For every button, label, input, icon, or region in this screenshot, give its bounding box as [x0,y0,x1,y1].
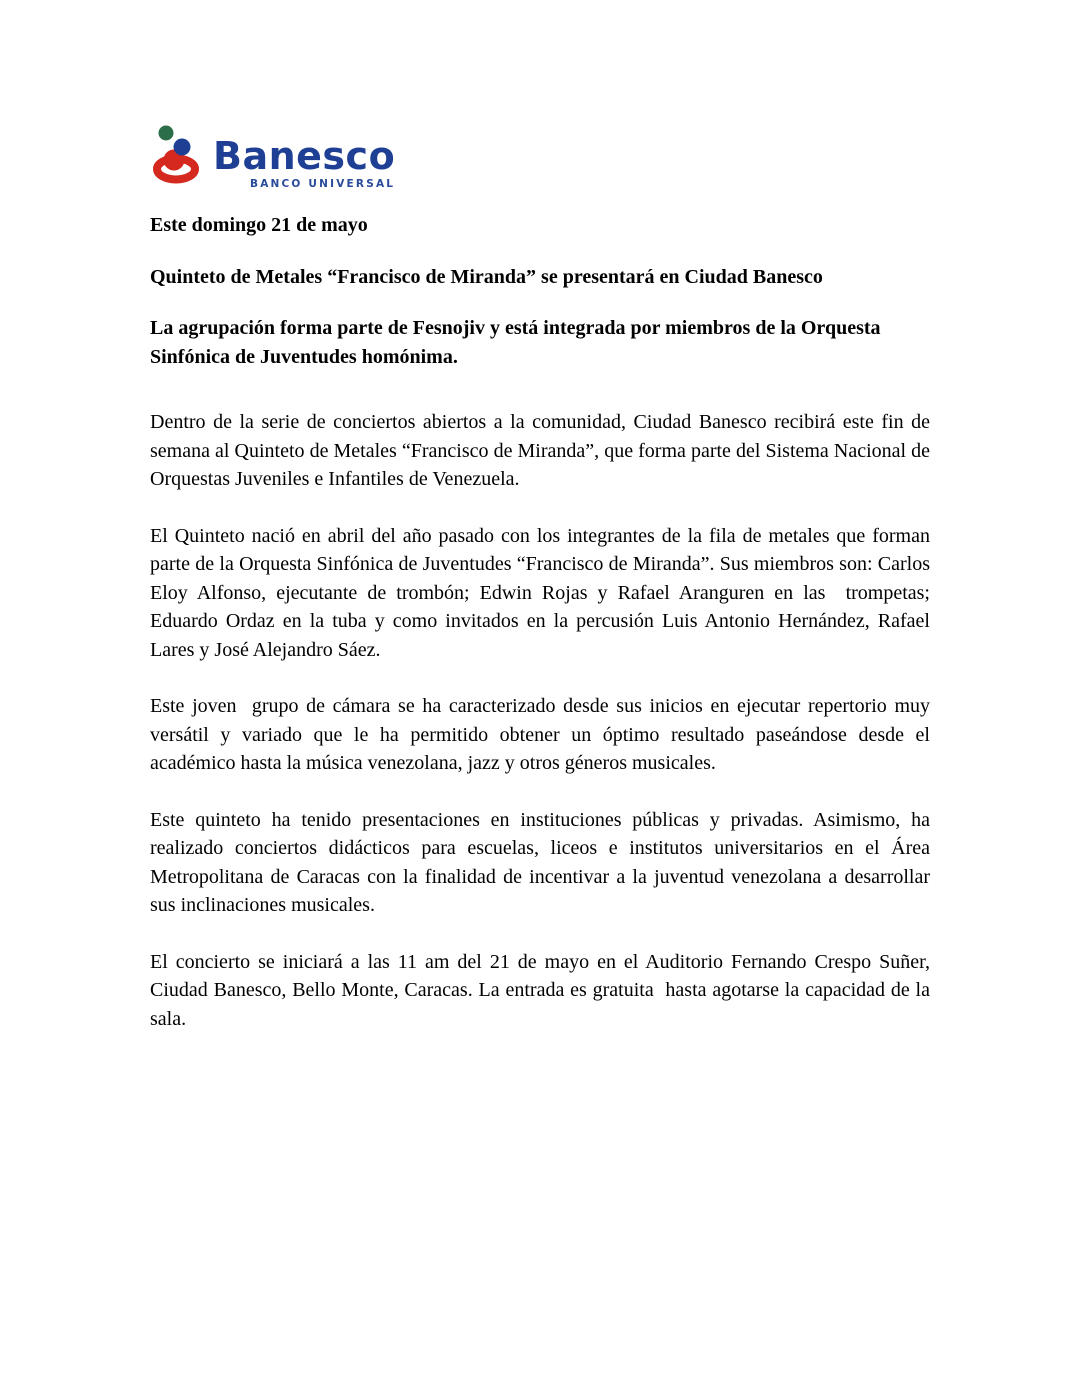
body-paragraph: Este joven grupo de cámara se ha caracterizado desde sus inicios en ejecutar repertorio muy versátil y variado que le ha permitido obtener un óptimo resultado paseándose desde el académico hasta la música venezolana, jazz y otros géneros musicales. [150,695,930,774]
banesco-logo [150,124,930,190]
heading-date: Este domingo 21 de mayo [150,214,368,236]
banesco-rings-icon [150,124,204,186]
heading-title: Quinteto de Metales “Francisco de Miranda” se presentará en Ciudad Banesco [150,265,823,288]
logo-brand-text: Banesco [213,134,396,178]
body-paragraph: El Quinteto nació en abril del año pasado con los integrantes de la fila de metales que forman parte de la Orquesta Sinfónica de Juventudes “Francisco de Miranda”. Sus miembros son: Carlos Eloy Alfonso, ejecutante de trombón; Edwin Rojas y Rafael Aranguren en las trompetas; Eduardo Ordaz en la tuba y como invitados en la percusión Luis Antonio Hernández, Rafael Lares y José Alejandro Sáez. [150,524,930,661]
body-paragraph: Dentro de la serie de conciertos abiertos a la comunidad, Ciudad Banesco recibirá este fin de semana al Quinteto de Metales “Francisco de Miranda”, que forma parte del Sistema Nacional de Orquestas Juveniles e Infantiles de Venezuela. [150,411,930,490]
logo-text-block [213,134,396,190]
logo-tagline: BANCO UNIVERSAL [249,178,396,190]
body-paragraph: El concierto se iniciará a las 11 am del 21 de mayo en el Auditorio Fernando Crespo Suñer, Ciudad Banesco, Bello Monte, Caracas. La entrada es gratuita hasta agotarse la capacidad de la sala. [150,950,930,1030]
article-body [150,408,930,1033]
heading-subtitle: La agrupación forma parte de Fesnojiv y está integrada por miembros de la Orquesta Sinfónica de Juventudes homónima. [150,317,881,368]
body-paragraph: Este quinteto ha tenido presentaciones en instituciones públicas y privadas. Asimismo, ha realizado conciertos didácticos para escuelas, liceos e institutos universitarios en el Área Metropolitana de Caracas con la finalidad de incentivar a la juventud venezolana a desarrollar sus inclinaciones musicales. [150,808,930,916]
press-release [150,211,930,1033]
